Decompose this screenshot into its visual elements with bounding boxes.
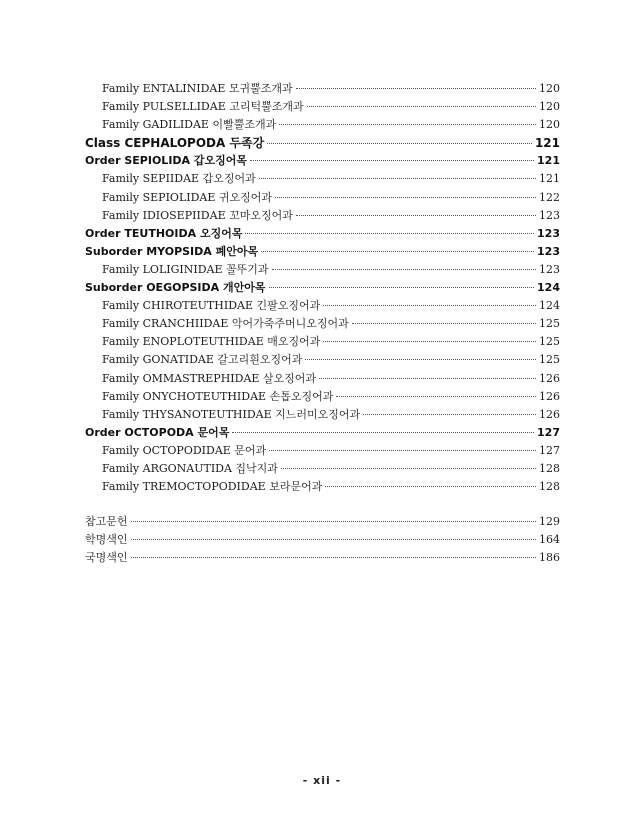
toc-entry[interactable] [85,134,560,152]
toc-entry-page: 122 [539,190,560,204]
dot-leader [131,521,536,522]
toc-entry-page: 120 [539,100,560,114]
toc-entry[interactable] [85,478,560,496]
toc-entry[interactable] [85,207,560,225]
toc-entry-page: 128 [539,461,560,475]
dot-leader [245,233,534,234]
toc-entry-title: Order TEUTHOIDA 오징어목 [85,226,243,240]
toc-entry[interactable] [85,442,560,460]
toc-entry-page: 124 [539,299,560,313]
dot-leader [275,197,536,198]
toc-entry-page: 120 [539,118,560,132]
toc-entry-title: 학명색인 [85,533,128,547]
toc-entry-title: Family GONATIDAE 갈고리흰오징어과 [102,353,303,367]
dot-leader [363,414,536,415]
toc-entry[interactable] [85,531,560,549]
toc-entry-page: 127 [537,425,560,439]
toc-entry-page: 129 [539,515,560,529]
toc-entry[interactable] [85,424,560,442]
toc-entry-title: Family IDIOSEPIIDAE 꼬마오징어과 [102,208,293,222]
dot-leader [323,341,536,342]
toc-entry[interactable] [85,243,560,261]
toc-entry[interactable] [85,370,560,388]
dot-leader [307,106,536,107]
toc-entry-title: Family ENTALINIDAE 모귀뿔조개과 [102,82,293,95]
dot-leader [272,269,537,270]
toc-entry-page: 120 [539,82,560,95]
toc-entry-title: Order SEPIOLIDA 갑오징어목 [85,154,248,168]
toc-entry-page: 125 [539,335,560,349]
toc-entry-title: Family OMMASTREPHIDAE 살오징어과 [102,371,317,385]
toc-entry[interactable] [85,351,560,369]
toc-entry-title: Family SEPIOLIDAE 귀오징어과 [102,190,273,204]
section-gap [85,496,560,513]
toc-entry-page: 125 [539,353,560,367]
toc-entry-page: 126 [539,389,560,403]
dot-leader [296,215,536,216]
dot-leader [232,432,534,433]
dot-leader [250,160,534,161]
toc-entry-title: Family LOLIGINIDAE 꼴뚜기과 [102,262,269,276]
dot-leader [269,450,536,451]
toc-entry[interactable] [85,152,560,170]
toc-entry-title: Family OCTOPODIDAE 문어과 [102,443,267,457]
toc-entry-title: Family TREMOCTOPODIDAE 보라문어과 [102,480,323,494]
toc-entry[interactable] [85,80,560,98]
page-number: - xii - [302,774,342,787]
toc-entry-page: 126 [539,371,560,385]
toc-entry[interactable] [85,406,560,424]
toc-entry-title: Suborder MYOPSIDA 폐안아목 [85,244,259,258]
toc-entry[interactable] [85,315,560,333]
toc-entry-page: 121 [539,172,560,186]
toc-entry[interactable] [85,513,560,531]
toc-entry-title: Family ONYCHOTEUTHIDAE 손톱오징어과 [102,389,334,403]
dot-leader [261,251,534,252]
toc-entry-title: 참고문헌 [85,515,128,529]
dot-leader [319,378,536,379]
dot-leader [305,359,536,360]
toc-entry-title: Family CHIROTEUTHIDAE 긴팔오징어과 [102,299,321,313]
toc-entry-page: 125 [539,317,560,331]
toc-entry[interactable] [85,549,560,567]
toc-entry[interactable] [85,333,560,351]
toc-entry-title: Family ENOPLOTEUTHIDAE 매오징어과 [102,335,321,349]
toc-entry-title: Family GADILIDAE 이빨뿔조개과 [102,118,277,132]
toc-entry-title: Family PULSELLIDAE 고리턱뿔조개과 [102,100,304,114]
toc-entry[interactable] [85,170,560,188]
dot-leader [323,305,536,306]
toc-entry-page: 128 [539,480,560,494]
dot-leader [281,468,536,469]
dot-leader [131,539,536,540]
dot-leader [296,88,536,89]
dot-leader [279,124,536,125]
toc-entry-page: 126 [539,407,560,421]
toc-entry[interactable] [85,388,560,406]
toc-entry-page: 124 [537,281,560,295]
toc-entry-page: 123 [539,262,560,276]
dot-leader [352,323,536,324]
toc-entry-title: Family SEPIIDAE 갑오징어과 [102,172,256,186]
toc-entry[interactable] [85,225,560,243]
toc-entry-page: 121 [534,136,560,151]
toc-entry[interactable] [85,116,560,134]
dot-leader [269,287,535,288]
dot-leader [131,557,536,558]
toc-entry-page: 121 [537,154,560,168]
toc-entry[interactable] [85,261,560,279]
dot-leader [325,486,536,487]
toc-entry-page: 186 [539,551,560,565]
toc-entry-title: Order OCTOPODA 문어목 [85,425,230,439]
toc-entry-page: 123 [537,226,560,240]
toc-entry-title: 국명색인 [85,551,128,565]
table-of-contents [85,80,560,567]
toc-entry-page: 123 [537,244,560,258]
toc-entry-page: 127 [539,443,560,457]
dot-leader [267,143,532,144]
dot-leader [259,178,536,179]
toc-entry-title: Family CRANCHIIDAE 악어가죽주머니오징어과 [102,317,349,331]
toc-entry-title: Class CEPHALOPODA 두족강 [85,136,265,151]
toc-entry-title: Family ARGONAUTIDA 집낙지과 [102,461,278,475]
dot-leader [336,396,536,397]
toc-entry-title: Family THYSANOTEUTHIDAE 지느러미오징어과 [102,407,361,421]
toc-entry[interactable] [85,279,560,297]
toc-entry-page: 123 [539,208,560,222]
toc-entry[interactable] [85,189,560,207]
toc-entry[interactable] [85,460,560,478]
toc-entry-page: 164 [539,533,560,547]
toc-entry[interactable] [85,98,560,116]
toc-entry[interactable] [85,297,560,315]
toc-entry-title: Suborder OEGOPSIDA 개안아목 [85,281,266,295]
